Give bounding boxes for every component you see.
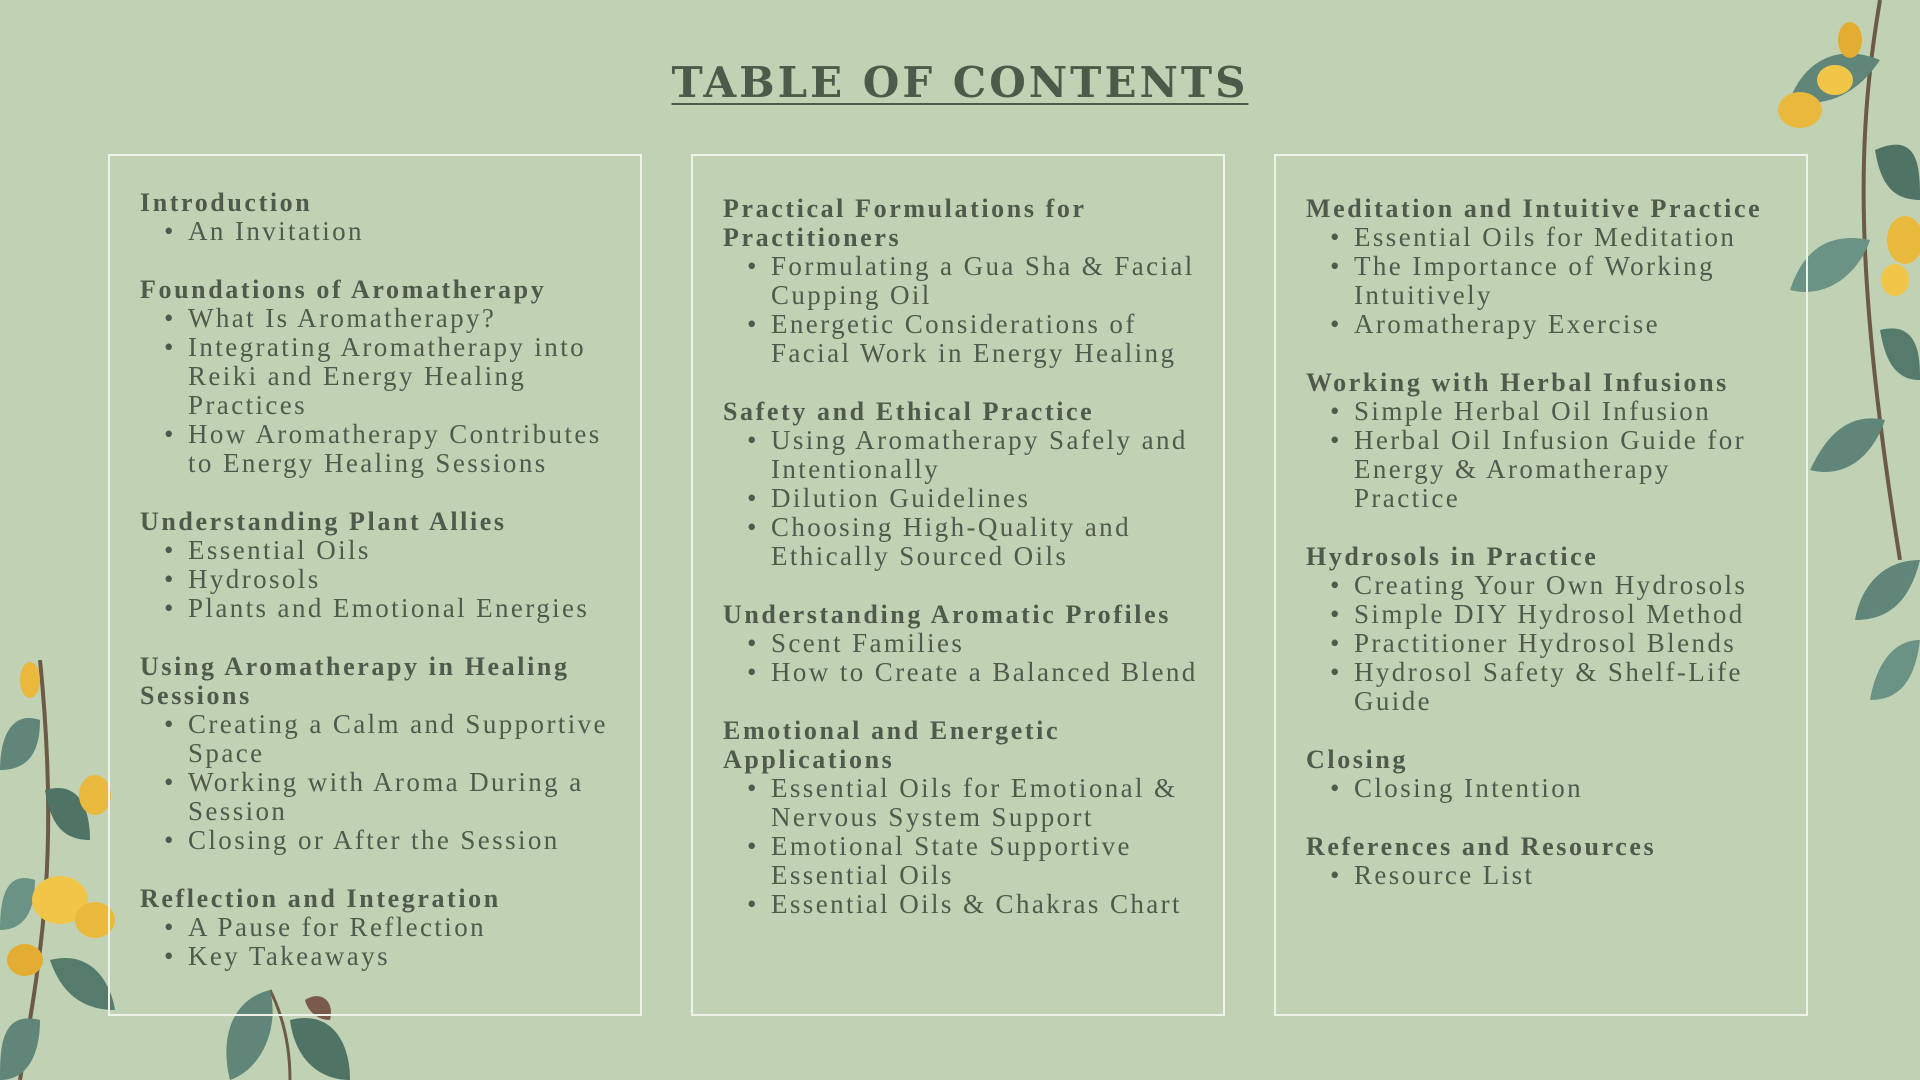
toc-section: [723, 600, 1201, 687]
toc-entry[interactable]: • Essential Oils & Chakras Chart: [723, 890, 1201, 919]
toc-section: [723, 716, 1201, 919]
toc-section: [140, 884, 618, 971]
toc-entry[interactable]: • Simple DIY Hydrosol Method: [1306, 600, 1784, 629]
toc-section: [1306, 194, 1784, 339]
section-heading[interactable]: Closing: [1306, 745, 1409, 774]
toc-entry[interactable]: • Choosing High-Quality and Ethically Sourced Oils: [723, 513, 1201, 571]
section-heading[interactable]: Emotional and Energetic Applications: [723, 716, 1061, 774]
toc-section: [140, 188, 618, 246]
toc-section: [140, 507, 618, 623]
leaf-sprig-icon: [1840, 540, 1920, 720]
toc-entry[interactable]: • Formulating a Gua Sha & Facial Cupping Oil: [723, 252, 1201, 310]
toc-entry[interactable]: • Hydrosols: [140, 565, 618, 594]
section-heading[interactable]: Practical Formulations for Practitioners: [723, 194, 1087, 252]
toc-section: [723, 194, 1201, 368]
toc-section: [1306, 745, 1784, 803]
toc-entry[interactable]: • Essential Oils for Meditation: [1306, 223, 1784, 252]
section-heading[interactable]: Using Aromatherapy in Healing Sessions: [140, 652, 570, 710]
section-item-list: [723, 629, 1201, 687]
section-item-list: [1306, 397, 1784, 513]
section-heading[interactable]: Introduction: [140, 188, 313, 217]
section-item-list: [140, 536, 618, 623]
toc-entry[interactable]: • Key Takeaways: [140, 942, 618, 971]
toc-entry[interactable]: • Resource List: [1306, 861, 1784, 890]
section-heading[interactable]: Safety and Ethical Practice: [723, 397, 1095, 426]
toc-entry[interactable]: • Creating a Calm and Supportive Space: [140, 710, 618, 768]
section-item-list: [1306, 223, 1784, 339]
section-heading[interactable]: Hydrosols in Practice: [1306, 542, 1599, 571]
toc-entry[interactable]: • Herbal Oil Infusion Guide for Energy & Aromatherapy Practice: [1306, 426, 1784, 513]
toc-column-3: [1274, 154, 1808, 1016]
toc-entry[interactable]: • Scent Families: [723, 629, 1201, 658]
toc-section: [140, 275, 618, 478]
page-title: TABLE OF CONTENTS: [671, 58, 1249, 107]
toc-entry[interactable]: • Working with Aroma During a Session: [140, 768, 618, 826]
section-item-list: [1306, 774, 1784, 803]
toc-entry[interactable]: • Using Aromatherapy Safely and Intentionally: [723, 426, 1201, 484]
toc-entry[interactable]: • Plants and Emotional Energies: [140, 594, 618, 623]
toc-entry[interactable]: • Closing or After the Session: [140, 826, 618, 855]
toc-entry[interactable]: • Energetic Considerations of Facial Work in Energy Healing: [723, 310, 1201, 368]
section-heading[interactable]: Working with Herbal Infusions: [1306, 368, 1729, 397]
section-item-list: [140, 217, 618, 246]
toc-section: [723, 397, 1201, 571]
toc-entry[interactable]: • An Invitation: [140, 217, 618, 246]
toc-entry[interactable]: • Essential Oils for Emotional & Nervous System Support: [723, 774, 1201, 832]
toc-entry[interactable]: • Hydrosol Safety & Shelf-Life Guide: [1306, 658, 1784, 716]
toc-column-1: [108, 154, 642, 1016]
section-heading[interactable]: References and Resources: [1306, 832, 1657, 861]
toc-entry[interactable]: • Practitioner Hydrosol Blends: [1306, 629, 1784, 658]
section-item-list: [723, 774, 1201, 919]
section-item-list: [1306, 861, 1784, 890]
toc-entry[interactable]: • Closing Intention: [1306, 774, 1784, 803]
section-item-list: [723, 426, 1201, 571]
toc-entry[interactable]: • Integrating Aromatherapy into Reiki and Energy Healing Practices: [140, 333, 618, 420]
toc-entry[interactable]: • A Pause for Reflection: [140, 913, 618, 942]
toc-section: [1306, 832, 1784, 890]
toc-entry[interactable]: • Emotional State Supportive Essential Oils: [723, 832, 1201, 890]
toc-entry[interactable]: • How Aromatherapy Contributes to Energy Healing Sessions: [140, 420, 618, 478]
section-item-list: [140, 710, 618, 855]
toc-section: [1306, 368, 1784, 513]
section-heading[interactable]: Reflection and Integration: [140, 884, 501, 913]
section-heading[interactable]: Meditation and Intuitive Practice: [1306, 194, 1763, 223]
toc-entry[interactable]: • How to Create a Balanced Blend: [723, 658, 1201, 687]
toc-entry[interactable]: • Simple Herbal Oil Infusion: [1306, 397, 1784, 426]
toc-entry[interactable]: • What Is Aromatherapy?: [140, 304, 618, 333]
section-item-list: [1306, 571, 1784, 716]
toc-column-2: [691, 154, 1225, 1016]
toc-section: [140, 652, 618, 855]
toc-entry[interactable]: • Aromatherapy Exercise: [1306, 310, 1784, 339]
section-item-list: [723, 252, 1201, 368]
section-heading[interactable]: Foundations of Aromatherapy: [140, 275, 547, 304]
section-item-list: [140, 304, 618, 478]
section-heading[interactable]: Understanding Plant Allies: [140, 507, 507, 536]
section-item-list: [140, 913, 618, 971]
toc-entry[interactable]: • The Importance of Working Intuitively: [1306, 252, 1784, 310]
toc-entry[interactable]: • Dilution Guidelines: [723, 484, 1201, 513]
section-heading[interactable]: Understanding Aromatic Profiles: [723, 600, 1171, 629]
toc-entry[interactable]: • Creating Your Own Hydrosols: [1306, 571, 1784, 600]
toc-section: [1306, 542, 1784, 716]
toc-entry[interactable]: • Essential Oils: [140, 536, 618, 565]
